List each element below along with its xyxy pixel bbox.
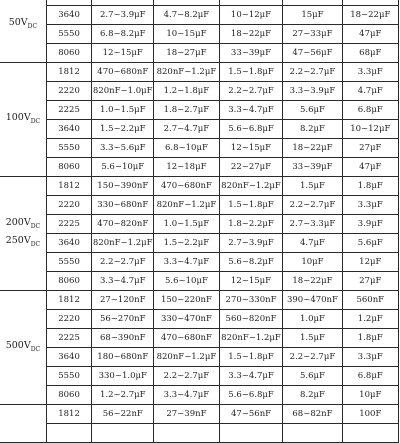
capacitance-cell: 5.6~6.8μF bbox=[219, 386, 283, 405]
table-row bbox=[0, 158, 399, 177]
case-size-cell: 8060 bbox=[46, 386, 92, 405]
table-row bbox=[0, 82, 399, 101]
capacitance-cell: 1.2μF bbox=[342, 310, 398, 329]
case-size-cell: 3640 bbox=[46, 348, 92, 367]
capacitance-cell: 5.6~8.2μF bbox=[219, 253, 283, 272]
capacitance-cell: 1.8μF bbox=[342, 329, 398, 348]
capacitance-cell: 5.6~10μF bbox=[154, 272, 219, 291]
table-row bbox=[0, 329, 399, 348]
capacitance-cell: 180~680nF bbox=[92, 348, 154, 367]
table-row bbox=[0, 139, 399, 158]
capacitance-cell: 12~15μF bbox=[219, 139, 283, 158]
capacitance-cell: 47~56μF bbox=[283, 44, 342, 63]
capacitance-cell: 27~39nF bbox=[154, 405, 219, 424]
table-row bbox=[0, 234, 399, 253]
capacitance-cell: 2.2~2.7μF bbox=[92, 253, 154, 272]
table-row bbox=[0, 177, 399, 196]
case-size-cell: 5550 bbox=[46, 367, 92, 386]
capacitance-cell: 3.3μF bbox=[342, 196, 398, 215]
capacitance-cell: 820nF~1.2μF bbox=[219, 329, 283, 348]
capacitance-cell: 18~27μF bbox=[154, 44, 219, 63]
capacitance-cell: 6.8μF bbox=[342, 101, 398, 120]
capacitance-cell: 560~820nF bbox=[219, 310, 283, 329]
capacitance-cell: 1.5~1.8μF bbox=[219, 348, 283, 367]
capacitance-cell: 27~120nF bbox=[92, 291, 154, 310]
capacitance-cell: 68~390nF bbox=[92, 329, 154, 348]
voltage-subscript: DC bbox=[27, 22, 38, 30]
case-size-cell: 3640 bbox=[46, 6, 92, 25]
capacitance-cell: 3.3μF bbox=[342, 63, 398, 82]
capacitance-cell: 470~820nF bbox=[92, 215, 154, 234]
case-size-cell: 2225 bbox=[46, 101, 92, 120]
capacitance-cell: 3.3~5.6μF bbox=[92, 139, 154, 158]
case-size-cell bbox=[46, 424, 92, 443]
capacitance-cell: 820nF~1.2μF bbox=[154, 196, 219, 215]
capacitance-cell: 5.6~10μF bbox=[92, 158, 154, 177]
capacitance-cell: 1.0μF bbox=[283, 310, 342, 329]
capacitance-cell: 8.2μF bbox=[283, 386, 342, 405]
capacitance-cell: 2.2~2.7μF bbox=[219, 82, 283, 101]
table-row bbox=[0, 6, 399, 25]
capacitance-cell: 3.3~4.7μF bbox=[154, 386, 219, 405]
voltage-subscript-secondary: DC bbox=[30, 240, 41, 248]
capacitance-cell: 27~33μF bbox=[283, 25, 342, 44]
capacitance-cell: 1.2~2.7μF bbox=[92, 386, 154, 405]
capacitance-cell: 3.3~4.7μF bbox=[219, 101, 283, 120]
capacitance-cell: 330~1.0μF bbox=[92, 367, 154, 386]
capacitance-cell: 2.2~2.7μF bbox=[283, 63, 342, 82]
capacitance-cell: 5.6~6.8μF bbox=[219, 120, 283, 139]
voltage-subscript: DC bbox=[30, 222, 41, 230]
capacitance-cell: 10~12μF bbox=[342, 120, 398, 139]
capacitance-cell: 2.7~3.3μF bbox=[283, 215, 342, 234]
capacitance-cell: 150~220nF bbox=[154, 291, 219, 310]
voltage-cell bbox=[0, 177, 46, 291]
voltage-cell bbox=[0, 63, 46, 177]
capacitance-cell: 4.7μF bbox=[342, 82, 398, 101]
capacitance-cell bbox=[92, 424, 154, 443]
capacitance-cell: 2.7~4.7μF bbox=[154, 120, 219, 139]
capacitance-cell: 33~39μF bbox=[283, 158, 342, 177]
table-row bbox=[0, 272, 399, 291]
capacitance-cell: 270~330nF bbox=[219, 291, 283, 310]
capacitance-cell: 1.8~2.2μF bbox=[219, 215, 283, 234]
table-row bbox=[0, 63, 399, 82]
capacitance-cell: 330~680nF bbox=[92, 196, 154, 215]
capacitance-cell: 27μF bbox=[342, 139, 398, 158]
capacitance-cell: 8.2μF bbox=[283, 120, 342, 139]
case-size-cell: 8060 bbox=[46, 44, 92, 63]
table-row bbox=[0, 367, 399, 386]
voltage-cell bbox=[0, 0, 46, 63]
capacitance-cell: 820nF~1.0μF bbox=[92, 82, 154, 101]
capacitance-cell: 1.5μF bbox=[283, 329, 342, 348]
case-size-cell: 3640 bbox=[46, 120, 92, 139]
capacitance-cell: 390~470nF bbox=[283, 291, 342, 310]
case-size-cell: 1812 bbox=[46, 63, 92, 82]
capacitance-cell: 56~22nF bbox=[92, 405, 154, 424]
capacitance-cell: 18~22μF bbox=[283, 272, 342, 291]
capacitance-cell bbox=[283, 424, 342, 443]
capacitance-cell bbox=[219, 424, 283, 443]
capacitance-cell: 47μF bbox=[342, 158, 398, 177]
capacitance-cell: 68~82nF bbox=[283, 405, 342, 424]
capacitance-cell: 1.8~2.7μF bbox=[154, 101, 219, 120]
case-size-cell: 5550 bbox=[46, 139, 92, 158]
voltage-cell bbox=[0, 291, 46, 405]
capacitance-cell: 820nF~1.2μF bbox=[92, 234, 154, 253]
table-row bbox=[0, 25, 399, 44]
table-row bbox=[0, 291, 399, 310]
capacitance-cell: 3.3~4.7μF bbox=[219, 367, 283, 386]
capacitance-cell: 330~470nF bbox=[154, 310, 219, 329]
capacitance-cell: 1.0~1.5μF bbox=[154, 215, 219, 234]
case-size-cell: 2220 bbox=[46, 196, 92, 215]
table-row bbox=[0, 405, 399, 424]
capacitance-cell: 33~39μF bbox=[219, 44, 283, 63]
capacitance-cell: 1.0~1.5μF bbox=[92, 101, 154, 120]
voltage-subscript: DC bbox=[30, 117, 41, 125]
case-size-cell: 8060 bbox=[46, 272, 92, 291]
case-size-cell: 2225 bbox=[46, 215, 92, 234]
case-size-cell: 5550 bbox=[46, 25, 92, 44]
capacitance-cell: 6.8~10μF bbox=[154, 139, 219, 158]
capacitance-cell: 18~22μF bbox=[219, 25, 283, 44]
capacitance-cell: 1.5~1.8μF bbox=[219, 196, 283, 215]
capacitance-cell: 100F bbox=[342, 405, 398, 424]
capacitance-cell: 10μF bbox=[342, 386, 398, 405]
capacitance-cell: 560nF bbox=[342, 291, 398, 310]
capacitance-cell: 27μF bbox=[342, 272, 398, 291]
capacitance-cell: 22~27μF bbox=[219, 158, 283, 177]
capacitance-cell: 47~56nF bbox=[219, 405, 283, 424]
case-size-cell: 3640 bbox=[46, 234, 92, 253]
case-size-cell: 2225 bbox=[46, 329, 92, 348]
capacitance-cell: 12~15μF bbox=[219, 272, 283, 291]
capacitance-cell: 10~15μF bbox=[154, 25, 219, 44]
table-row bbox=[0, 310, 399, 329]
capacitance-cell: 150~390nF bbox=[92, 177, 154, 196]
case-size-cell: 1812 bbox=[46, 291, 92, 310]
capacitance-cell: 3.3~4.7μF bbox=[92, 272, 154, 291]
table-row bbox=[0, 120, 399, 139]
table-row bbox=[0, 253, 399, 272]
capacitance-cell: 1.5~2.2μF bbox=[92, 120, 154, 139]
capacitance-cell: 10~12μF bbox=[219, 6, 283, 25]
capacitance-cell: 10μF bbox=[283, 253, 342, 272]
capacitance-cell: 820nF~1.2μF bbox=[154, 348, 219, 367]
voltage-subscript: DC bbox=[30, 345, 41, 353]
capacitance-cell: 4.7~8.2μF bbox=[154, 6, 219, 25]
capacitance-cell: 2.2~2.7μF bbox=[283, 348, 342, 367]
capacitance-cell: 12~15μF bbox=[92, 44, 154, 63]
voltage-label-secondary: 250V bbox=[5, 234, 31, 246]
capacitance-cell: 2.7~3.9μF bbox=[92, 6, 154, 25]
capacitance-cell: 18~22μF bbox=[342, 6, 398, 25]
capacitance-cell: 12~18μF bbox=[154, 158, 219, 177]
capacitance-cell: 5.6μF bbox=[342, 234, 398, 253]
capacitance-cell: 820nF~1.2μF bbox=[154, 63, 219, 82]
voltage-label: 50V bbox=[8, 16, 28, 28]
capacitance-cell: 5.6μF bbox=[283, 367, 342, 386]
capacitance-cell: 2.2~2.7μF bbox=[154, 367, 219, 386]
voltage-label: 100V bbox=[5, 111, 31, 123]
capacitance-cell: 470~680nF bbox=[92, 63, 154, 82]
capacitance-cell: 47μF bbox=[342, 25, 398, 44]
capacitance-cell: 6.8μF bbox=[342, 367, 398, 386]
capacitance-cell: 5.6μF bbox=[283, 101, 342, 120]
voltage-label: 500V bbox=[5, 339, 31, 351]
case-size-cell: 2220 bbox=[46, 82, 92, 101]
capacitance-cell: 470~680nF bbox=[154, 177, 219, 196]
capacitance-cell: 6.8~8.2μF bbox=[92, 25, 154, 44]
capacitance-cell: 3.9μF bbox=[342, 215, 398, 234]
capacitance-cell: 820nF~1.2μF bbox=[219, 177, 283, 196]
capacitance-cell: 4.7μF bbox=[283, 234, 342, 253]
capacitance-cell: 1.5~2.2μF bbox=[154, 234, 219, 253]
capacitance-cell: 470~680nF bbox=[154, 329, 219, 348]
capacitance-cell: 68μF bbox=[342, 44, 398, 63]
capacitance-cell: 18~22μF bbox=[283, 139, 342, 158]
capacitance-cell: 1.2~1.8μF bbox=[154, 82, 219, 101]
case-size-cell: 1812 bbox=[46, 405, 92, 424]
capacitance-cell: 3.3~4.7μF bbox=[154, 253, 219, 272]
table-row bbox=[0, 215, 399, 234]
case-size-cell: 5550 bbox=[46, 253, 92, 272]
voltage-label: 200V bbox=[5, 216, 31, 228]
case-size-cell: 8060 bbox=[46, 158, 92, 177]
table-row bbox=[0, 424, 399, 443]
capacitance-cell: 2.2~2.7μF bbox=[283, 196, 342, 215]
capacitance-cell: 15μF bbox=[283, 6, 342, 25]
case-size-cell: 2220 bbox=[46, 310, 92, 329]
capacitance-cell: 12μF bbox=[342, 253, 398, 272]
capacitance-cell: 1.5~1.8μF bbox=[219, 63, 283, 82]
capacitance-cell bbox=[342, 424, 398, 443]
table-row bbox=[0, 44, 399, 63]
table-row bbox=[0, 196, 399, 215]
table-row bbox=[0, 101, 399, 120]
capacitance-cell bbox=[154, 424, 219, 443]
capacitance-cell: 2.7~3.9μF bbox=[219, 234, 283, 253]
capacitance-cell: 1.5μF bbox=[283, 177, 342, 196]
capacitance-cell: 3.3~3.9μF bbox=[283, 82, 342, 101]
table-row bbox=[0, 386, 399, 405]
capacitance-cell: 3.3μF bbox=[342, 348, 398, 367]
voltage-cell bbox=[0, 405, 46, 443]
capacitance-cell bbox=[92, 0, 154, 6]
capacitance-cell: 1.8μF bbox=[342, 177, 398, 196]
case-size-cell: 1812 bbox=[46, 177, 92, 196]
table-row bbox=[0, 348, 399, 367]
capacitance-cell: 56~270nF bbox=[92, 310, 154, 329]
